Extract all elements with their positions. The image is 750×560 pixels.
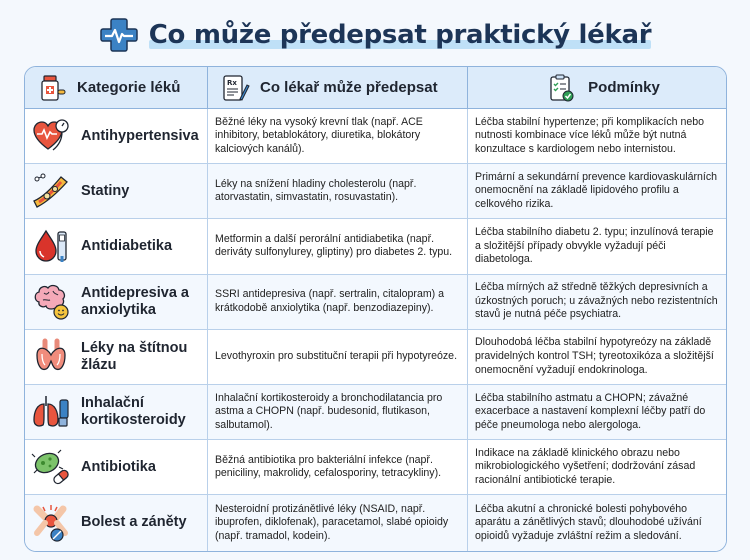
thyroid-icon [31,337,71,377]
prescribe-cell: Běžná antibiotika pro bakteriální infekce (např. peniciliny, makrolidy, cefalosporiny, tetracykliny). [208,440,468,494]
category-name: Antihypertensiva [81,127,199,144]
prescribe-cell: Levothyroxin pro substituční terapii při hypotyreóze. [208,330,468,384]
conditions-cell: Indikace na základě klinického obrazu nebo mikrobiologického vyšetření; dodržování zásad racionální antibiotické terapie. [475,446,696,487]
category-name: Inhalační kortikosteroidy [81,395,186,429]
conditions-cell: Léčba mírných až středně těžkých depresivních a úzkostných poruch; u závažných nebo rezistentních stavů je nutná péče psychiatra. [475,281,718,321]
category-name: Antidiabetika [81,237,173,254]
joint-pain-pill-icon [31,503,71,543]
category-cell [25,219,208,273]
medical-cross-icon [99,15,139,55]
conditions-cell: Léčba akutní a chronické bolesti pohybového aparátu a zánětlivých stavů; dlouhodobé užívání opioidů vyžaduje zvláštní režim a sledování. [475,502,702,542]
table-row [25,385,726,440]
conditions-cell: Léčba stabilního astmatu a CHOPN; závažné exacerbace a nastavení komplexní léčby patří do péče pneumologa nebo alergologa. [475,391,706,431]
prescribe-cell: Léky na snížení hladiny cholesterolu (např. atorvastatin, simvastatin, rosuvastatin). [208,164,468,218]
prescribe-cell: Metformin a další perorální antidiabetika (např. deriváty sulfonylurey, gliptiny) pro diabetes 2. typu. [208,219,468,273]
conditions-cell: Primární a sekundární prevence kardiovaskulárních onemocnění na základě lipidového profilu a celkového rizika. [475,170,718,211]
page-title: Co může předepsat praktický lékař [148,20,652,50]
medicine-bottle-icon [37,73,67,103]
prescription-pad-icon [220,73,250,103]
table-body [25,109,726,551]
prescribe-cell: SSRI antidepresiva (např. sertralin, citalopram) a krátkodobě anxiolytika (např. benzodiazepiny). [208,275,468,329]
category-name: Antibiotika [81,458,156,475]
svg-text:Rx: Rx [227,78,237,87]
table-row [25,495,726,550]
category-cell [25,330,208,384]
table-header [25,67,726,109]
table-row [25,440,726,495]
prescription-table [24,66,727,552]
category-cell [25,275,208,329]
clipboard-checklist-icon [546,73,576,103]
table-row [25,219,726,274]
heart-pressure-icon [31,116,71,156]
category-cell [25,109,208,163]
page-header [0,12,750,58]
blood-drop-glucometer-icon [31,226,71,266]
conditions-cell: Léčba stabilní hypertenze; při komplikacích nebo nutnosti kombinace více léků může být nutná konzultace s kardiologem nebo internistou. [475,115,705,155]
table-row [25,109,726,164]
prescribe-cell: Inhalační kortikosteroidy a bronchodilatancia pro astma a CHOPN (např. budesonid, flutikason, salbutamol). [208,385,468,439]
lungs-inhaler-icon [31,392,71,432]
prescribe-cell: Běžné léky na vysoký krevní tlak (např. ACE inhibitory, betablokátory, diuretika, blokátory kalciových kanálů). [208,109,468,163]
column-header-prescribe: Rx Co lékař může předepsat [208,67,468,108]
bacteria-capsule-icon [31,447,71,487]
brain-smiley-icon [31,282,71,322]
category-name: Bolest a záněty [81,514,187,531]
category-cell [25,495,208,550]
category-cell [25,164,208,218]
category-name: Léky na štítnou žlázu [81,339,188,373]
prescribe-cell: Nesteroidní protizánětlivé léky (NSAID, např. ibuprofen, diklofenak), paracetamol, slabé opioidy (např. tramadol, kodein). [208,495,468,550]
column-header-category: Kategorie léků [25,67,208,108]
category-cell [25,385,208,439]
artery-cholesterol-icon [31,171,71,211]
column-header-conditions: Podmínky [468,67,726,108]
category-cell [25,440,208,494]
table-row [25,275,726,330]
category-name: Statiny [81,182,130,199]
conditions-cell: Dlouhodobá léčba stabilní hypotyreózy na základě pravidelných kontrol TSH; tyreotoxikóza a složitější onemocnění vyžadují endokrinologa. [475,336,714,376]
conditions-cell: Léčba stabilního diabetu 2. typu; inzulínová terapie a složitější případy obvykle vyžadují péči diabetologa. [475,226,714,266]
table-row [25,164,726,219]
table-row [25,330,726,385]
category-name: Antidepresiva a anxiolytika [81,284,189,318]
